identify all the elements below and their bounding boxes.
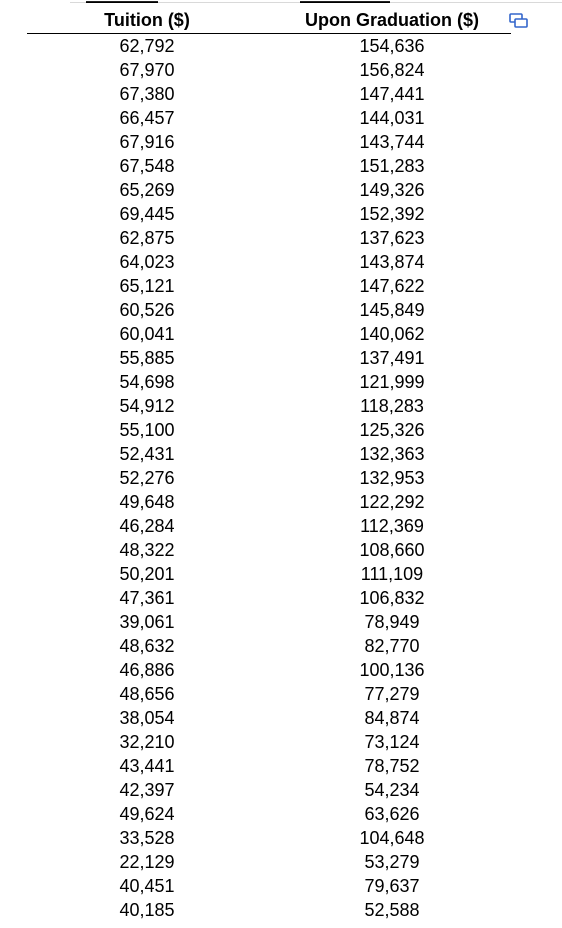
table-row	[27, 826, 511, 850]
clipped-header-left	[86, 0, 158, 3]
upon-graduation-cell: 111,109	[360, 564, 424, 584]
tuition-cell: 46,886	[119, 660, 175, 680]
table-row	[27, 754, 511, 778]
table-row	[27, 370, 511, 394]
tuition-cell: 55,885	[119, 348, 175, 368]
tuition-cell: 50,201	[119, 564, 175, 584]
tuition-cell: 55,100	[119, 420, 175, 440]
upon-graduation-cell: 112,369	[360, 516, 424, 536]
upon-graduation-cell: 152,392	[359, 204, 425, 224]
table-row	[27, 34, 511, 59]
upon-graduation-cell: 122,292	[359, 492, 425, 512]
tuition-cell: 48,322	[119, 540, 175, 560]
tuition-cell: 65,269	[119, 180, 175, 200]
upon-graduation-cell: 143,874	[359, 252, 425, 272]
tuition-cell: 67,916	[119, 132, 175, 152]
upon-graduation-cell: 52,588	[364, 900, 420, 920]
tuition-cell: 60,041	[119, 324, 175, 344]
table-row	[27, 466, 511, 490]
upon-graduation-cell: 145,849	[359, 300, 425, 320]
table-row	[27, 850, 511, 874]
upon-graduation-cell: 106,832	[359, 588, 425, 608]
table-row	[27, 586, 511, 610]
tuition-cell: 33,528	[119, 828, 175, 848]
tuition-cell: 47,361	[119, 588, 175, 608]
tuition-cell: 40,185	[119, 900, 175, 920]
copy-to-clipboard-icon[interactable]	[509, 13, 528, 29]
tuition-cell: 49,648	[119, 492, 175, 512]
table-row	[27, 706, 511, 730]
tuition-cell: 43,441	[119, 756, 175, 776]
upon-graduation-cell: 53,279	[364, 852, 420, 872]
table-row	[27, 226, 511, 250]
upon-graduation-cell: 84,874	[364, 708, 420, 728]
clipped-header-row	[0, 0, 562, 3]
upon-graduation-cell: 147,441	[359, 84, 425, 104]
upon-graduation-cell: 54,234	[364, 780, 420, 800]
table-row	[27, 178, 511, 202]
table-row	[27, 538, 511, 562]
tuition-cell: 60,526	[119, 300, 175, 320]
table-row	[27, 442, 511, 466]
tuition-cell: 52,431	[119, 444, 175, 464]
table-row	[27, 322, 511, 346]
tuition-cell: 52,276	[119, 468, 175, 488]
table-row	[27, 778, 511, 802]
table-row	[27, 274, 511, 298]
table-row	[27, 154, 511, 178]
table-row	[27, 682, 511, 706]
table-row	[27, 130, 511, 154]
upon-graduation-cell: 100,136	[359, 660, 425, 680]
tuition-cell: 69,445	[119, 204, 175, 224]
upon-graduation-cell: 140,062	[359, 324, 425, 344]
upon-graduation-cell: 137,491	[359, 348, 425, 368]
tuition-cell: 42,397	[119, 780, 175, 800]
tuition-cell: 54,698	[119, 372, 175, 392]
upon-graduation-cell: 104,648	[359, 828, 425, 848]
tuition-cell: 49,624	[119, 804, 175, 824]
table-row	[27, 802, 511, 826]
upon-graduation-cell: 154,636	[359, 36, 425, 56]
table-row	[27, 202, 511, 226]
upon-graduation-cell: 78,752	[364, 756, 420, 776]
tuition-cell: 46,284	[119, 516, 175, 536]
clipped-header-right	[300, 0, 390, 3]
table-row	[27, 730, 511, 754]
upon-graduation-cell: 132,953	[359, 468, 425, 488]
upon-graduation-cell: 147,622	[359, 276, 425, 296]
upon-graduation-cell: 82,770	[364, 636, 420, 656]
upon-graduation-cell: 121,999	[359, 372, 425, 392]
upon-graduation-cell: 151,283	[359, 156, 425, 176]
table-row	[27, 298, 511, 322]
table-row	[27, 250, 511, 274]
table-row	[27, 634, 511, 658]
upon-graduation-cell: 137,623	[359, 228, 425, 248]
upon-graduation-cell: 108,660	[359, 540, 425, 560]
upon-graduation-cell: 63,626	[364, 804, 420, 824]
table-row	[27, 106, 511, 130]
upon-graduation-cell: 143,744	[359, 132, 425, 152]
tuition-cell: 40,451	[119, 876, 175, 896]
tuition-cell: 65,121	[119, 276, 175, 296]
upon-graduation-cell: 125,326	[359, 420, 425, 440]
table-row	[27, 58, 511, 82]
tuition-cell: 67,970	[119, 60, 175, 80]
table-row	[27, 394, 511, 418]
upon-graduation-cell: 144,031	[359, 108, 425, 128]
tuition-cell: 67,380	[119, 84, 175, 104]
tuition-cell: 66,457	[119, 108, 175, 128]
table-row	[27, 874, 511, 898]
tuition-cell: 62,875	[119, 228, 175, 248]
table-row	[27, 82, 511, 106]
upon-graduation-cell: 156,824	[359, 60, 425, 80]
data-table	[27, 7, 511, 922]
header-upon-graduation: Upon Graduation ($)	[267, 7, 511, 34]
table-body	[27, 34, 511, 923]
upon-graduation-cell: 78,949	[364, 612, 420, 632]
upon-graduation-cell: 77,279	[364, 684, 420, 704]
table-row	[27, 610, 511, 634]
upon-graduation-cell: 118,283	[360, 396, 424, 416]
tuition-cell: 54,912	[119, 396, 175, 416]
upon-graduation-cell: 149,326	[359, 180, 425, 200]
table-row	[27, 898, 511, 922]
tuition-cell: 38,054	[119, 708, 175, 728]
table-row	[27, 514, 511, 538]
table-row	[27, 346, 511, 370]
tuition-cell: 62,792	[119, 36, 175, 56]
table-row	[27, 418, 511, 442]
header-row	[27, 7, 511, 34]
tuition-cell: 22,129	[119, 852, 175, 872]
tuition-cell: 32,210	[119, 732, 175, 752]
table-row	[27, 658, 511, 682]
upon-graduation-cell: 73,124	[364, 732, 420, 752]
tuition-cell: 39,061	[119, 612, 175, 632]
tuition-cell: 48,632	[119, 636, 175, 656]
upon-graduation-cell: 79,637	[364, 876, 420, 896]
table-row	[27, 490, 511, 514]
upon-graduation-cell: 132,363	[359, 444, 425, 464]
tuition-cell: 64,023	[119, 252, 175, 272]
header-tuition: Tuition ($)	[27, 7, 267, 34]
tuition-cell: 67,548	[119, 156, 175, 176]
tuition-cell: 48,656	[119, 684, 175, 704]
table-row	[27, 562, 511, 586]
